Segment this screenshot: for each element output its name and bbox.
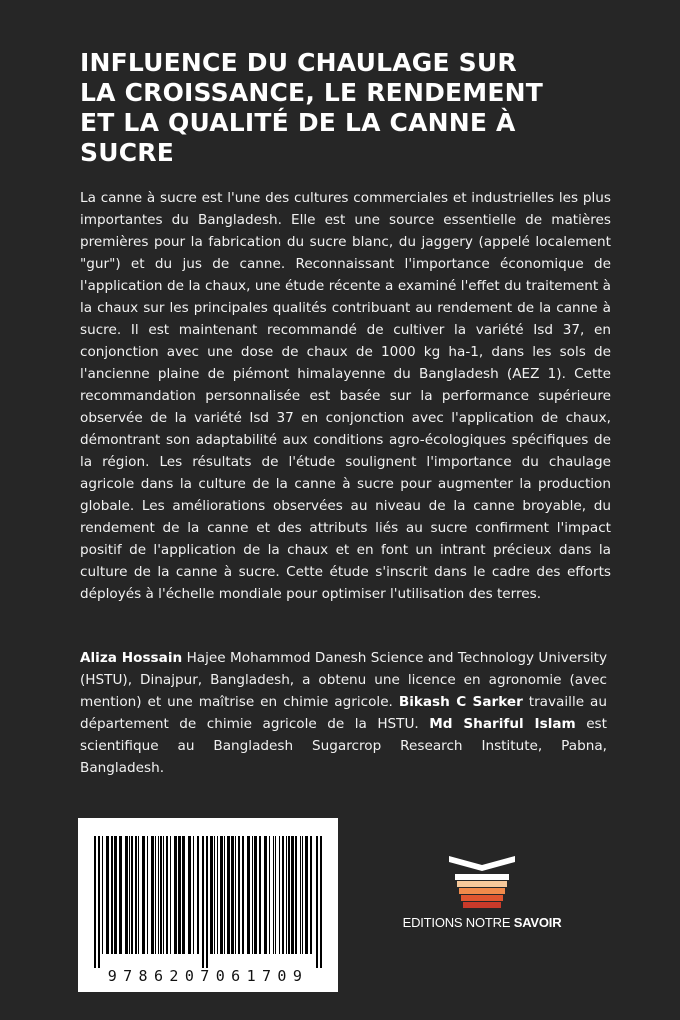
author-bio (80, 647, 607, 779)
barcode-bar (111, 836, 113, 954)
author-description: est scientifique au Bangladesh Sugarcrop Research Institute, Pabna, Bangladesh. (80, 716, 607, 776)
barcode-bar (273, 836, 274, 954)
barcode-bar (220, 836, 223, 954)
barcode-bar (170, 836, 171, 954)
barcode-bar (163, 836, 164, 954)
author-description: travaille au département de chimie agricole de la HSTU. (80, 694, 607, 732)
logo-book (459, 888, 505, 894)
barcode-bar (166, 836, 168, 954)
isbn-number: 9786207061709 (107, 967, 309, 985)
barcode-bar (310, 836, 312, 954)
barcode-bar (174, 836, 177, 954)
barcode-bars (78, 818, 338, 968)
publisher-name (392, 915, 572, 930)
barcode-guard-bar (316, 836, 318, 968)
publisher-name-regular: EDITIONS NOTRE (402, 915, 514, 930)
barcode-bar (231, 836, 234, 954)
barcode-guard-bar (320, 836, 322, 968)
barcode-bar (158, 836, 159, 954)
barcode-guard-bar (202, 836, 204, 968)
barcode-bar (135, 836, 137, 954)
title-line: SUCRE (80, 138, 174, 167)
barcode-bar (197, 836, 199, 954)
barcode-bar (286, 836, 287, 954)
barcode-bar (300, 836, 301, 954)
author-name: Aliza Hossain (80, 650, 183, 666)
barcode-bar (282, 836, 284, 954)
barcode-guard-bar (98, 836, 100, 968)
logo-book (455, 874, 509, 880)
barcode-bar (238, 836, 240, 954)
barcode-guard-bar (206, 836, 208, 968)
barcode-bar (114, 836, 117, 954)
stacked-books-icon (445, 852, 519, 910)
barcode-bar (247, 836, 250, 954)
title-line: ET LA QUALITÉ DE LA CANNE À (80, 108, 516, 137)
barcode-bar (214, 836, 215, 954)
barcode-bar (193, 836, 194, 954)
barcode-bar (264, 836, 267, 954)
title-line: LA CROISSANCE, LE RENDEMENT (80, 78, 544, 107)
isbn-barcode (78, 818, 338, 992)
barcode-bar (295, 836, 297, 954)
barcode-bar (147, 836, 148, 954)
barcode-bar (131, 836, 133, 954)
barcode-bar (217, 836, 218, 954)
barcode-bar (102, 836, 103, 954)
publisher-logo (392, 852, 572, 942)
barcode-bar (188, 836, 191, 954)
barcode-bar (129, 836, 130, 954)
barcode-bar (305, 836, 308, 954)
book-abstract: La canne à sucre est l'une des cultures commerciales et industrielles les plus importantes du Bangladesh. Elle est une source essentielle de matières premières pour la fabrication du sucre blanc, du jaggery (appelé localement "gur") et du jus de canne. Reconnaissant l'importance économique de l'application de la chaux, une étude récente a examiné l'effet du traitement à la chaux sur les principales qualités contribuant au rendement de la canne à sucre. Il est maintenant recommandé de cultiver la variété Isd 37, en conjonction avec une dose de chaux de 1000 kg ha-1, dans les sols de l'ancienne plaine de piémont himalayenne du Bangladesh (AEZ 1). Cette recommandation personnalisée est basée sur la performance supérieure observée de la variété Isd 37 en conjonction avec l'application de chaux, démontrant son adaptabilité aux conditions agro-écologiques spécifiques de la région. Les résultats de l'étude soulignent l'importance du chaulage agricole dans la culture de la canne à sucre pour augmenter la production globale. Les améliorations observées au niveau de la canne broyable, du rendement de la canne et des attributs liés au sucre confirment l'impact positif de l'application de la chaux et en font un intrant précieux dans la culture de la canne à sucre. Cette étude s'inscrit dans le cadre des efforts déployés à l'échelle mondiale pour optimiser l'utilisation des terres. (80, 190, 611, 602)
barcode-bar (275, 836, 276, 954)
logo-book (463, 902, 501, 908)
barcode-bar (155, 836, 156, 954)
barcode-bar (235, 836, 236, 954)
barcode-bar (259, 836, 261, 954)
book-title (80, 48, 620, 168)
barcode-bar (138, 836, 139, 954)
barcode-bar (288, 836, 290, 954)
barcode-bar (182, 836, 185, 954)
barcode-bar (125, 836, 128, 954)
barcode-bar (242, 836, 244, 954)
barcode-bar (106, 836, 109, 954)
barcode-bar (142, 836, 145, 954)
author-description: Hajee Mohammod Danesh Science and Technology University (HSTU), Dinajpur, Bangladesh, a obtenu une licence en agronomie (avec mention) et une maîtrise en chimie agricole. (80, 650, 608, 710)
barcode-bar (269, 836, 270, 954)
title-line: INFLUENCE DU CHAULAGE SUR (80, 48, 517, 77)
barcode-bar (252, 836, 253, 954)
publisher-name-bold: SAVOIR (513, 915, 562, 930)
logo-book (457, 881, 507, 887)
barcode-bar (210, 836, 213, 954)
barcode-bar (119, 836, 122, 954)
barcode-bar (302, 836, 303, 954)
author-name: Bikash C Sarker (398, 694, 523, 710)
barcode-bar (178, 836, 181, 954)
barcode-bar (151, 836, 154, 954)
barcode-bar (227, 836, 230, 954)
logo-chevron (449, 856, 515, 871)
author-name: Md Shariful Islam (429, 716, 576, 732)
barcode-bar (254, 836, 257, 954)
barcode-guard-bar (94, 836, 96, 968)
logo-book (461, 895, 503, 901)
barcode-bar (291, 836, 294, 954)
barcode-bar (160, 836, 162, 954)
barcode-bar (224, 836, 225, 954)
barcode-bar (279, 836, 280, 954)
